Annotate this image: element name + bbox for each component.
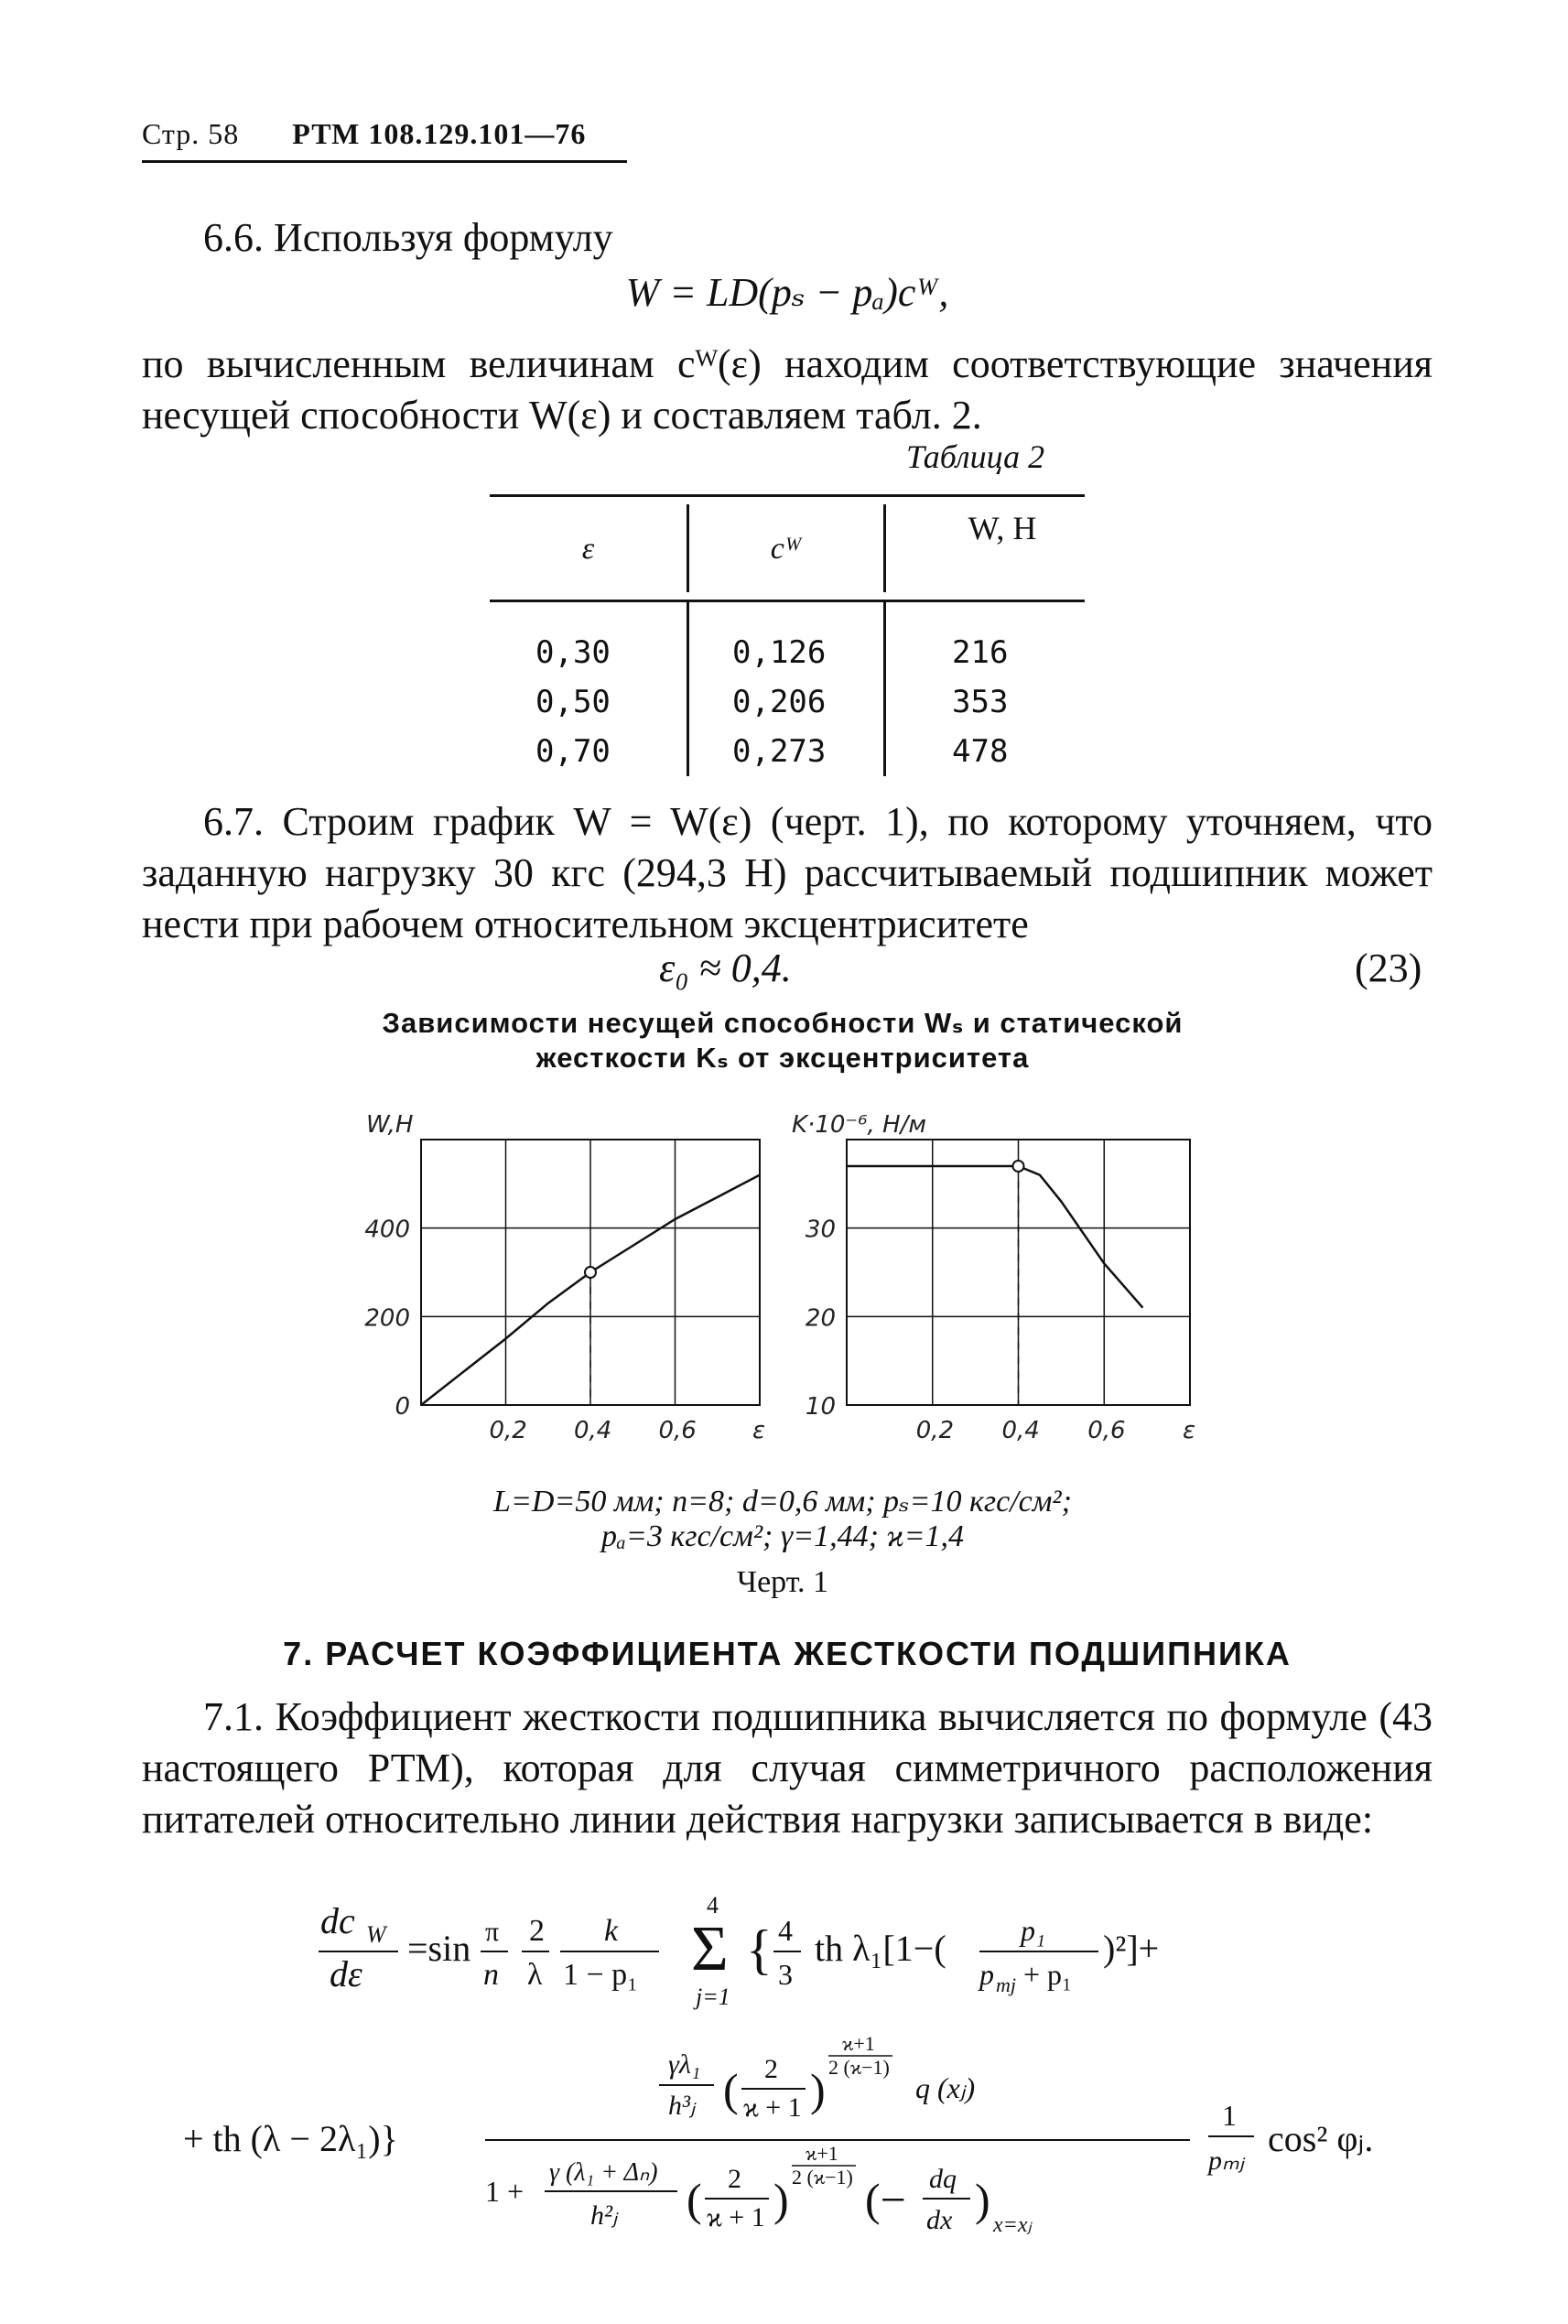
formula-term: 1 +: [485, 2175, 524, 2208]
formula-w: W = LD(pₛ − pₐ)cᵂ,: [625, 270, 949, 315]
x-axis-label: ε: [1183, 1417, 1196, 1444]
col-header-epsilon: ε: [581, 532, 595, 566]
section-6-6-intro: 6.6. Используя формулу: [203, 215, 613, 260]
formula-term: + th (λ − 2λ₁)}: [183, 2118, 398, 2159]
formula-term: 1: [1222, 2099, 1237, 2132]
cell-cw: 0,273: [732, 733, 827, 770]
cell-epsilon: 0,70: [535, 733, 611, 770]
formula-term: q (xⱼ): [915, 2071, 976, 2104]
sum-sign: Σ: [691, 1914, 729, 1984]
formula-term: n: [483, 1958, 499, 1992]
formula-term: 2: [728, 2164, 741, 2194]
formula-term: dε: [330, 1953, 362, 1994]
section-7-text: 7.1. Коэффициент жесткости подшипника вычисляется по формуле (43 настоящего РТМ), которая для случая симметричного расположения питателей относительно линии действия нагрузки записывается в виде:: [142, 1694, 1433, 1842]
formula-term: p₁: [1021, 1914, 1046, 1947]
formula-term: 4: [778, 1914, 793, 1947]
chart-stiffness: [792, 1111, 1195, 1444]
table-rows: [490, 628, 1085, 776]
formula-term: π: [485, 1917, 500, 1947]
y-tick-label: 30: [805, 1216, 836, 1244]
x-tick-label: 0,4: [574, 1417, 612, 1444]
formula-term: ϰ+1: [806, 2142, 838, 2165]
figure-params-line1: L=D=50 мм; n=8; d=0,6 мм; pₛ=10 кгс/см²;: [493, 1485, 1072, 1519]
series-line: [847, 1166, 1142, 1308]
x-axis-label: ε: [752, 1417, 766, 1444]
formula-term: th λ₁[1−(: [815, 1928, 946, 1969]
figure-title-line2: жесткости Kₛ от эксцентриситета: [535, 1042, 1030, 1074]
cell-w: 216: [952, 634, 1009, 671]
operating-point-marker: [1013, 1161, 1024, 1172]
formula-term: ϰ + 1: [743, 2092, 802, 2123]
formula-term: )²]+: [1103, 1928, 1160, 1969]
cell-w: 478: [952, 733, 1009, 770]
col-header-cw: cᵂ: [770, 532, 803, 566]
y-tick-label: 400: [364, 1216, 410, 1244]
table-header: [490, 494, 1085, 602]
formula-term: pₘⱼ: [1208, 2146, 1244, 2176]
formula-term: 4: [707, 1892, 719, 1919]
cell-epsilon: 0,50: [535, 684, 611, 720]
formula-term: =sin: [407, 1928, 471, 1969]
formula-term: + p₁: [1023, 1958, 1073, 1991]
section-6-6-text: по вычисленным величинам cᵂ(ε) находим соответствующие значения несущей способности W(ε) и составляем табл. 2.: [142, 341, 1433, 438]
formula-term: mj: [996, 1973, 1016, 1996]
formula-term: ): [773, 2174, 789, 2225]
figure-params-line2: pₐ=3 кгс/см²; γ=1,44; ϰ=1,4: [600, 1519, 965, 1553]
cell-epsilon: 0,30: [535, 634, 611, 671]
formula-term: dq: [929, 2164, 957, 2194]
formula-term: h³ⱼ: [668, 2091, 696, 2121]
figure-title-line1: Зависимости несущей способности Wₛ и статической: [382, 1007, 1184, 1039]
formula-term: cos² φⱼ.: [1268, 2118, 1374, 2159]
formula-term: λ: [527, 1958, 543, 1992]
formula-term: 1 − p₁: [563, 1958, 639, 1992]
chart-load-capacity: [364, 1111, 765, 1444]
equation-number: (23): [1355, 946, 1422, 990]
formula-term: 2 (ϰ−1): [792, 2166, 853, 2189]
y-tick-label: 10: [805, 1393, 836, 1421]
formula-term: (−: [865, 2174, 906, 2225]
formula-term: 3: [778, 1958, 793, 1991]
y-axis-label: K·10⁻⁶, Н/м: [792, 1111, 926, 1139]
formula-epsilon0: ε₀ ≈ 0,4.: [659, 946, 792, 990]
y-tick-label: 20: [805, 1304, 836, 1333]
col-header-w: W, Н: [968, 510, 1037, 546]
formula-term: 2 (ϰ−1): [828, 2056, 890, 2079]
x-tick-label: 0,2: [489, 1417, 527, 1444]
formula-term: j=1: [696, 1984, 730, 2010]
y-tick-label: 0: [395, 1393, 410, 1421]
table-body: [490, 602, 1085, 785]
formula-term: dx: [926, 2205, 953, 2235]
formula-term: ϰ+1: [842, 2032, 875, 2055]
formula-term: {: [746, 1919, 773, 1980]
table-row: [490, 727, 1085, 776]
formula-term: γ (λ₁ + Δₙ): [549, 2158, 658, 2187]
formula-term: ): [810, 2064, 826, 2115]
operating-point-marker: [585, 1267, 596, 1278]
formula-term: x=xⱼ: [993, 2213, 1032, 2237]
formula-term: γλ₁: [668, 2049, 701, 2080]
formula-term: k: [604, 1914, 619, 1948]
formula-term: (: [687, 2174, 702, 2225]
table-2: [490, 494, 1085, 785]
figure-label: Черт. 1: [736, 1565, 829, 1599]
cell-cw: 0,126: [732, 634, 827, 671]
formula-term: h²ⱼ: [590, 2200, 618, 2231]
formula-term: 2: [764, 2054, 778, 2084]
section-6-7-text: 6.7. Строим график W = W(ε) (черт. 1), по которому уточняем, что заданную нагрузку 30 кгс (294,3 Н) рассчитываемый подшипник может нести при рабочем относительном эксцентриситете: [142, 799, 1433, 946]
y-axis-label: W,H: [366, 1111, 414, 1139]
header-rule: [142, 160, 627, 163]
x-tick-label: 0,6: [1087, 1417, 1126, 1444]
formula-term: p: [979, 1958, 994, 1991]
formula-term: dc: [320, 1900, 355, 1941]
table-caption: Таблица 2: [906, 438, 1045, 475]
formula-term: W: [366, 1921, 386, 1948]
col-divider: [883, 504, 886, 592]
y-tick-label: 200: [364, 1304, 410, 1333]
formula-term: ): [975, 2174, 990, 2225]
formula-term: ϰ + 1: [707, 2202, 765, 2232]
table-row: [490, 677, 1085, 727]
stiffness-formula: [183, 1886, 1446, 2270]
section-7-heading: 7. РАСЧЕТ КОЭФФИЦИЕНТА ЖЕСТКОСТИ ПОДШИПНИКА: [283, 1635, 1292, 1672]
x-tick-label: 0,2: [915, 1417, 955, 1444]
x-tick-label: 0,4: [1001, 1417, 1040, 1444]
page-number: Стр. 58: [142, 117, 240, 150]
formula-term: 2: [529, 1914, 545, 1948]
x-tick-label: 0,6: [658, 1417, 697, 1444]
cell-w: 353: [952, 684, 1009, 720]
formula-term: (: [723, 2064, 739, 2115]
cell-cw: 0,206: [732, 684, 827, 720]
table-row: [490, 628, 1085, 677]
figure-charts: [348, 1098, 1227, 1465]
running-header: [142, 117, 586, 151]
document-code: РТМ 108.129.101—76: [292, 117, 587, 150]
